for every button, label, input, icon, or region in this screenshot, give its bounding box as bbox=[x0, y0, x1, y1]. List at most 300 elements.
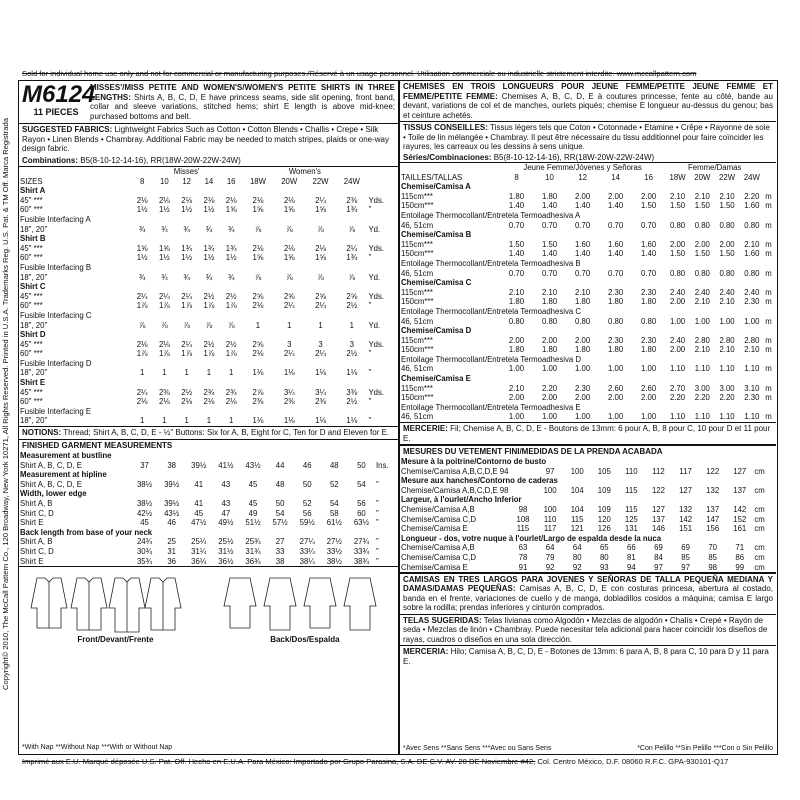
unit-cell: Yds. bbox=[368, 339, 385, 349]
table-cell: 1.80 bbox=[541, 191, 558, 201]
table-cell: ¾ bbox=[183, 224, 190, 234]
table-cell: 127 bbox=[651, 505, 665, 514]
table-cell: 1.10 bbox=[719, 412, 735, 422]
row-label: Chemise/Camisa E bbox=[401, 562, 468, 572]
table-row bbox=[400, 269, 776, 279]
table-cell: 2¼ bbox=[181, 339, 193, 349]
table-cell: ⅞ bbox=[317, 272, 324, 282]
row-label: 150cm*** bbox=[401, 393, 434, 403]
nap-legend: *With Nap **Without Nap ***With or Without Nap bbox=[22, 743, 173, 751]
table-cell bbox=[764, 163, 776, 173]
table-cell: 2.20 bbox=[744, 191, 760, 201]
row-label: Shirt A, B, C, D, E bbox=[20, 479, 82, 489]
table-cell: 2.10 bbox=[744, 239, 760, 249]
table-cell: 50 bbox=[275, 499, 285, 508]
french-spanish-panel bbox=[400, 81, 776, 754]
row-label: 60" *** bbox=[20, 397, 43, 407]
table-cell: 63 bbox=[518, 543, 528, 553]
top-legal-line: Sold for individual home use only and not for commercial or manufacturing purposes./Réservé à un usage personnel. Utilisation commerciale ou industrielle strictement interdite. www.mccallpattern.com bbox=[22, 69, 697, 78]
unit-cell: cm bbox=[754, 543, 765, 553]
suggested-fabrics: SUGGESTED FABRICS: Lightweight Fabrics Such as Cotton • Cotton Blends • Challis • Crepe • Silk Rayon • Linen Blends • Chambray. Additional Fabric may be needed to match stripes, plaids or one-way design fabric. bbox=[22, 125, 389, 153]
table-cell: 61½ bbox=[326, 518, 342, 528]
size-header: 18W bbox=[669, 172, 686, 182]
table-cell: 1.80 bbox=[508, 191, 525, 201]
table-cell bbox=[367, 167, 398, 177]
unit-cell: cm bbox=[754, 524, 765, 534]
table-cell: 1.40 bbox=[608, 201, 624, 211]
unit-cell: Yds. bbox=[368, 387, 385, 397]
row-label: Entoilage Thermocollant/Entretela Termoadhesiva A bbox=[401, 210, 581, 220]
table-cell: ¾ bbox=[161, 224, 168, 234]
table-cell: 142 bbox=[679, 514, 693, 524]
unit-cell: cm bbox=[754, 562, 765, 572]
table-cell: 1.50 bbox=[719, 249, 735, 259]
table-cell: 43½ bbox=[164, 508, 180, 518]
row-label: 45" *** bbox=[20, 243, 43, 253]
row-label: Shirt A, B bbox=[20, 499, 53, 508]
table-cell: 2.10 bbox=[719, 297, 735, 307]
table-cell: 1 bbox=[206, 416, 212, 426]
table-cell: ⅞ bbox=[285, 224, 293, 234]
table-cell: 0.80 bbox=[641, 316, 657, 326]
table-row bbox=[400, 374, 776, 384]
table-cell: 2.10 bbox=[508, 383, 525, 393]
table-cell: 1.80 bbox=[508, 297, 525, 307]
table-cell: 0.80 bbox=[508, 316, 525, 326]
table-cell: 2.10 bbox=[694, 191, 710, 201]
table-cell: ⅞ bbox=[254, 224, 262, 234]
table-cell: 1¾ bbox=[181, 243, 193, 253]
row-label: 150cm*** bbox=[401, 201, 434, 211]
unit-cell: " bbox=[368, 368, 372, 378]
table-cell: 49 bbox=[248, 508, 258, 518]
table-cell: 94 bbox=[627, 562, 636, 572]
table-row bbox=[400, 543, 776, 553]
row-label: Entoilage Thermocollant/Entretela Termoadhesiva E bbox=[401, 402, 581, 412]
row-label: Measurement at bustline bbox=[20, 451, 112, 461]
table-cell: 1½ bbox=[181, 253, 193, 263]
table-cell: 1⅛ bbox=[346, 368, 358, 378]
table-cell: 2⅛ bbox=[158, 195, 170, 205]
table-cell: 2.00 bbox=[608, 191, 624, 201]
table-cell: ⅞ bbox=[317, 224, 324, 234]
row-label: Fusible Interfacing A bbox=[20, 214, 91, 224]
table-cell: 1.80 bbox=[608, 345, 624, 355]
table-cell: 2.00 bbox=[541, 393, 558, 403]
notions: NOTIONS: Thread; Shirt A, B, C, D, E - ½" Buttons: Six for A, B, Eight for C, Ten for D and Eleven for E. bbox=[22, 428, 390, 438]
table-cell: ⅞ bbox=[161, 320, 168, 330]
table-row bbox=[19, 311, 398, 321]
table-cell: 37 bbox=[140, 460, 149, 470]
table-cell: 2.20 bbox=[669, 393, 686, 403]
table-cell: 104 bbox=[570, 505, 584, 514]
table-cell: 1 bbox=[287, 320, 292, 330]
front-views-illustration bbox=[27, 573, 187, 633]
table-cell: 30¾ bbox=[136, 546, 153, 556]
table-cell: 2⅝ bbox=[315, 291, 326, 301]
table-cell: 2⅛ bbox=[225, 195, 237, 205]
back-views-illustration bbox=[210, 573, 390, 633]
row-label: 46, 51cm bbox=[401, 220, 434, 230]
row-label: Chemise/Camisa A,B,C,D,E 98 bbox=[401, 485, 509, 495]
table-cell: 1 bbox=[349, 320, 354, 330]
table-cell: 56 bbox=[357, 499, 366, 508]
size-header: 8 bbox=[514, 172, 519, 182]
table-cell: 1.10 bbox=[744, 364, 760, 374]
table-cell: 1.80 bbox=[574, 297, 591, 307]
mercerie: MERCERIE: Fil; Chemise A, B, C, D, E - Boutons de 13mm: 6 pour A, B, 8 pour C, 10 pour D et 11 pour E. bbox=[403, 424, 771, 443]
table-cell: 2¼ bbox=[136, 291, 148, 301]
group-header-row bbox=[19, 167, 398, 177]
table-cell: 86 bbox=[735, 552, 745, 562]
table-cell: 108 bbox=[516, 514, 530, 524]
table-row bbox=[400, 355, 776, 365]
row-label: 115cm*** bbox=[401, 335, 433, 345]
table-cell: 65 bbox=[599, 543, 609, 553]
table-cell: 1.10 bbox=[669, 412, 686, 422]
table-cell: 58 bbox=[329, 508, 339, 518]
metric-yardage-table bbox=[400, 163, 776, 422]
table-cell: 137 bbox=[651, 514, 665, 524]
table-cell: 2⅛ bbox=[136, 397, 148, 407]
row-label: 115cm*** bbox=[401, 383, 433, 393]
table-cell: 1.80 bbox=[574, 345, 591, 355]
table-row bbox=[19, 470, 398, 480]
table-row bbox=[400, 553, 776, 563]
table-cell: 1⅝ bbox=[136, 243, 148, 253]
table-row bbox=[19, 273, 398, 283]
unit-cell: m bbox=[765, 335, 772, 345]
table-cell: 0.80 bbox=[669, 220, 686, 230]
table-cell: 1½ bbox=[158, 253, 170, 263]
table-row bbox=[400, 486, 776, 496]
table-cell: 1.60 bbox=[574, 239, 591, 249]
spanish-description: CAMISAS EN TRES LARGOS PARA JOVENES Y SEÑORAS DE TALLA PEQUEÑA MEDIANA Y DAMAS/DAMAS PEQUEÑAS: Camisas A, B, C, D, E con costuras princesa, abertura al costado, banda en el frente, variaciones de cuello y de manga, dobladillos cosidos a máquina; camisa E largo sobre la rodilla; prendas inferiores y cinturón comprados. bbox=[403, 574, 774, 613]
table-cell: 2¼ bbox=[136, 387, 148, 397]
size-header: 22W bbox=[719, 172, 736, 182]
table-cell: 2.10 bbox=[744, 345, 760, 355]
row-label: 150cm*** bbox=[401, 297, 434, 307]
table-cell: 44 bbox=[275, 460, 285, 470]
table-cell: 2⅝ bbox=[252, 291, 264, 301]
unit-cell: m bbox=[765, 345, 772, 355]
table-cell: 38½ bbox=[326, 556, 342, 566]
table-row bbox=[400, 211, 776, 221]
table-row bbox=[400, 249, 776, 259]
table-cell: 0.70 bbox=[574, 268, 591, 278]
table-cell: 1⅞ bbox=[203, 301, 215, 311]
table-cell: 2⅛ bbox=[181, 397, 193, 407]
table-cell: ¾ bbox=[227, 224, 235, 234]
table-row bbox=[400, 505, 776, 515]
table-cell: 2.30 bbox=[744, 393, 760, 403]
table-cell: 127 bbox=[733, 466, 747, 476]
row-label: 60" *** bbox=[20, 205, 43, 215]
table-cell: 161 bbox=[733, 524, 747, 534]
row-label: 45" *** bbox=[20, 195, 43, 205]
table-cell: 0.70 bbox=[541, 268, 558, 278]
table-cell: 1.00 bbox=[508, 364, 525, 374]
table-cell: 117 bbox=[543, 524, 557, 534]
table-cell: 122 bbox=[651, 485, 665, 495]
table-cell: 1⅝ bbox=[315, 253, 326, 263]
row-label: 45" *** bbox=[20, 291, 43, 301]
size-header-row bbox=[400, 173, 776, 183]
table-cell: 79 bbox=[545, 552, 555, 562]
row-label: Shirt A bbox=[20, 186, 46, 196]
row-label: Width, lower edge bbox=[20, 489, 87, 499]
table-cell: 0.80 bbox=[719, 220, 735, 230]
table-cell: 2½ bbox=[346, 349, 358, 359]
table-cell: 2.70 bbox=[669, 383, 686, 393]
row-label: Entoilage Thermocollant/Entretela Termoadhesiva D bbox=[401, 354, 582, 364]
table-cell: 2.10 bbox=[541, 287, 558, 297]
table-cell: 36 bbox=[167, 556, 176, 566]
table-row bbox=[400, 467, 776, 477]
table-row bbox=[19, 416, 398, 426]
table-cell: 71 bbox=[735, 543, 745, 553]
unit-cell: " bbox=[368, 301, 372, 311]
table-cell: 41½ bbox=[218, 460, 234, 470]
table-row bbox=[400, 476, 776, 486]
table-cell: 47 bbox=[221, 508, 231, 518]
table-cell: 1½ bbox=[136, 253, 148, 263]
table-cell: 1.00 bbox=[541, 364, 558, 374]
table-row bbox=[400, 345, 776, 355]
table-cell: 1 bbox=[229, 368, 234, 378]
table-cell: 1 bbox=[139, 368, 145, 378]
table-cell: 2.80 bbox=[694, 335, 710, 345]
table-cell: 1½ bbox=[181, 205, 193, 215]
table-cell: 2¾ bbox=[225, 387, 237, 397]
table-cell: 63½ bbox=[353, 518, 370, 528]
unit-cell: " bbox=[375, 556, 379, 566]
table-row bbox=[400, 336, 776, 346]
table-row bbox=[400, 297, 776, 307]
table-cell: 2.00 bbox=[574, 393, 591, 403]
table-cell: 39½ bbox=[164, 499, 180, 508]
table-row bbox=[19, 557, 398, 567]
table-cell: 1 bbox=[318, 320, 323, 330]
table-cell: 1.00 bbox=[641, 412, 657, 422]
table-cell: 41 bbox=[194, 479, 204, 489]
row-label: Measurement at hipline bbox=[20, 470, 107, 480]
table-cell: 0.70 bbox=[641, 268, 657, 278]
table-cell: 2⅛ bbox=[315, 243, 326, 253]
row-label: Shirt B bbox=[20, 234, 46, 244]
table-cell: 2.40 bbox=[694, 287, 710, 297]
table-cell: 1.50 bbox=[694, 201, 710, 211]
table-cell: 2⅛ bbox=[283, 195, 295, 205]
table-cell: 2.20 bbox=[541, 383, 558, 393]
table-cell: 2.40 bbox=[744, 287, 760, 297]
table-row bbox=[400, 384, 776, 394]
table-cell: 81 bbox=[627, 552, 636, 562]
table-cell: 1⅛ bbox=[315, 368, 326, 378]
table-cell: 1.00 bbox=[574, 364, 591, 374]
unit-cell: Ins. bbox=[375, 460, 389, 470]
table-cell: 1.60 bbox=[608, 239, 624, 249]
table-cell: 2.00 bbox=[694, 239, 710, 249]
table-cell: 2.30 bbox=[608, 287, 624, 297]
series-combinaciones: Séries/Combinaciones: B5(8-10-12-14-16), RR(18W-20W-22W-24W) bbox=[403, 152, 655, 162]
table-cell: 1⅞ bbox=[158, 301, 170, 311]
group-header: Women's bbox=[288, 167, 321, 176]
table-cell: 52 bbox=[302, 499, 312, 508]
table-cell: 2⅛ bbox=[252, 301, 264, 311]
table-cell: 1½ bbox=[203, 205, 215, 215]
table-row bbox=[400, 221, 776, 231]
unit-cell: Yd. bbox=[368, 320, 381, 330]
table-cell: 115 bbox=[625, 485, 638, 495]
table-cell: 3.10 bbox=[744, 383, 760, 393]
table-cell: 2.00 bbox=[669, 239, 686, 249]
table-cell: 31¼ bbox=[191, 546, 207, 556]
table-cell: 2.10 bbox=[719, 345, 735, 355]
table-cell: 2.30 bbox=[608, 335, 624, 345]
row-label: Shirt E bbox=[20, 378, 46, 388]
row-label: Shirt A, B bbox=[20, 537, 53, 547]
table-cell: 3.00 bbox=[719, 383, 735, 393]
size-header: 10 bbox=[160, 176, 169, 186]
row-label: Mesure aux hanches/Contorno de caderas bbox=[401, 476, 558, 486]
table-cell: 46 bbox=[167, 518, 176, 528]
table-cell: 54 bbox=[329, 499, 339, 508]
table-cell: 1.00 bbox=[719, 316, 735, 326]
table-cell: 0.70 bbox=[608, 220, 624, 230]
unit-cell: Yds. bbox=[368, 291, 385, 301]
table-cell: 2⅞ bbox=[252, 387, 264, 397]
table-cell: 2.30 bbox=[574, 383, 591, 393]
table-cell: 48 bbox=[275, 479, 285, 489]
unit-cell: cm bbox=[754, 505, 765, 514]
table-cell: 92 bbox=[545, 562, 555, 572]
table-cell: 45 bbox=[248, 479, 258, 489]
table-cell: 2.00 bbox=[574, 191, 591, 201]
table-cell: 1.00 bbox=[608, 364, 624, 374]
table-cell: 1⅞ bbox=[181, 349, 193, 359]
table-row bbox=[400, 259, 776, 269]
table-cell: 1.50 bbox=[694, 249, 710, 259]
row-label: Chemise/Camisa C bbox=[401, 278, 472, 288]
table-cell: ¾ bbox=[183, 272, 190, 282]
table-cell: 69 bbox=[654, 543, 663, 553]
unit-cell: " bbox=[375, 537, 379, 547]
table-row bbox=[400, 495, 776, 505]
table-row bbox=[19, 480, 398, 490]
table-cell: 36¾ bbox=[245, 556, 261, 566]
table-cell: 1½ bbox=[203, 253, 215, 263]
table-cell: 1.50 bbox=[508, 239, 525, 249]
table-cell: 1 bbox=[162, 368, 167, 378]
table-row bbox=[400, 288, 776, 298]
table-cell: 2¼ bbox=[346, 243, 358, 253]
table-cell: 42½ bbox=[136, 508, 153, 518]
envelope-frame bbox=[18, 80, 778, 755]
table-cell: 2¼ bbox=[315, 301, 326, 311]
row-label: Chemise/Camisa E bbox=[401, 374, 471, 384]
unit-cell: " bbox=[368, 205, 372, 215]
row-label: Chemise/Camisa B bbox=[401, 230, 472, 240]
table-cell: 33¼ bbox=[299, 546, 315, 556]
table-cell: 2½ bbox=[203, 339, 215, 349]
unit-cell: m bbox=[765, 412, 772, 422]
table-row bbox=[19, 537, 398, 547]
table-cell: 2½ bbox=[181, 387, 193, 397]
size-header: 10 bbox=[545, 172, 554, 182]
table-cell: 52 bbox=[329, 479, 339, 489]
table-cell: 1.80 bbox=[608, 297, 624, 307]
table-cell: ⅞ bbox=[285, 272, 293, 282]
table-cell: 1.50 bbox=[669, 201, 686, 211]
table-cell: 2⅛ bbox=[252, 195, 264, 205]
table-row bbox=[19, 330, 398, 340]
table-cell: 2⅝ bbox=[283, 291, 295, 301]
table-cell: 1.00 bbox=[541, 412, 558, 422]
table-cell: 1.00 bbox=[608, 412, 624, 422]
table-cell: 1.00 bbox=[694, 316, 710, 326]
table-cell: 2⅛ bbox=[203, 397, 215, 407]
table-cell: 1.40 bbox=[541, 201, 558, 211]
table-cell: 2.00 bbox=[508, 393, 525, 403]
table-cell: 3 bbox=[349, 339, 354, 349]
table-cell: 38¼ bbox=[299, 556, 315, 566]
table-cell: 39½ bbox=[164, 479, 180, 489]
table-cell: 39½ bbox=[191, 460, 207, 470]
table-cell: ⅞ bbox=[205, 320, 213, 330]
table-cell: 1.00 bbox=[669, 316, 686, 326]
table-cell: 97 bbox=[545, 466, 555, 476]
table-row bbox=[19, 263, 398, 273]
table-row bbox=[400, 524, 776, 534]
unit-cell: m bbox=[765, 383, 772, 393]
table-cell: 2.00 bbox=[574, 335, 591, 345]
table-cell: 100 bbox=[570, 466, 584, 476]
table-cell: 24¾ bbox=[136, 537, 153, 547]
table-cell: 59½ bbox=[299, 518, 315, 528]
table-cell: 132 bbox=[679, 505, 693, 514]
table-cell: 2½ bbox=[225, 339, 237, 349]
table-cell: 121 bbox=[570, 524, 584, 534]
table-cell: 0.70 bbox=[574, 220, 591, 230]
table-cell: 36¼ bbox=[191, 556, 207, 566]
unit-cell: m bbox=[765, 220, 772, 230]
table-cell: 110 bbox=[625, 466, 638, 476]
table-cell: 25½ bbox=[218, 537, 234, 547]
table-cell: 146 bbox=[651, 524, 665, 534]
side-copyright: Copyright© 2010, The McCall Pattern Co., 120 Broadway, New York 10271, All Rights Reserved. Printed in U.S.A. Trademarks Reg. U.S. Pat. & TM Off. Marca Registrada bbox=[1, 118, 10, 690]
table-cell: 1.00 bbox=[641, 364, 657, 374]
table-cell: 38½ bbox=[136, 479, 153, 489]
row-label: Chemise/Camisa E bbox=[401, 524, 468, 534]
table-cell: 56 bbox=[302, 508, 312, 518]
table-cell: 0.70 bbox=[508, 268, 525, 278]
table-cell: 1⅛ bbox=[283, 368, 295, 378]
table-cell: 2¼ bbox=[315, 349, 326, 359]
table-cell: 3 bbox=[318, 339, 323, 349]
table-cell: 43 bbox=[221, 499, 231, 508]
table-cell: 1.50 bbox=[669, 249, 686, 259]
table-cell: 0.80 bbox=[719, 268, 735, 278]
table-cell: 38 bbox=[275, 556, 285, 566]
french-description: CHEMISES EN TROIS LONGUEURS POUR JEUNE FEMME/PETITE JEUNE FEMME ET FEMME/PETITE FEMME: Chemises A, B, C, D, E à coutures princesse, fente au côté, bande au devant, variations de col et de manches, ourlets piqués; chemise E longueur au-dessus du genou; bas et ceinture achetés. bbox=[403, 82, 773, 120]
table-cell: 126 bbox=[597, 524, 611, 534]
unit-cell: m bbox=[765, 393, 772, 403]
table-row bbox=[400, 307, 776, 317]
table-cell: 0.70 bbox=[541, 220, 558, 230]
table-cell: 2⅛ bbox=[136, 339, 148, 349]
table-row bbox=[19, 186, 398, 196]
